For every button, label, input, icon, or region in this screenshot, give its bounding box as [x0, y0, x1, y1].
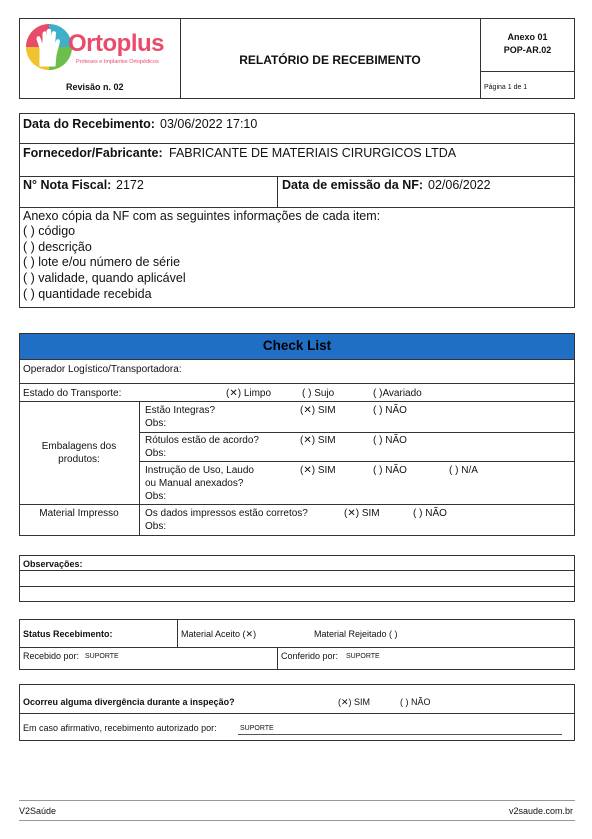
instructions-yes-option[interactable]: (✕) SIM	[300, 465, 336, 476]
material-rejected-option[interactable]: Material Rejeitado ( )	[314, 629, 398, 639]
observations-field-1[interactable]	[20, 571, 574, 585]
invoice-number-label: N° Nota Fiscal:	[23, 178, 112, 192]
printed-material-label: Material Impresso	[39, 508, 119, 519]
divergence-question: Ocorreu alguma divergência durante a inspeção?	[23, 697, 235, 707]
printed-data-yes-option[interactable]: (✕) SIM	[344, 508, 380, 519]
cl-divider-v	[139, 401, 140, 536]
emission-date-label: Data de emissão da NF:	[282, 178, 424, 192]
printed-data-obs: Obs:	[145, 521, 167, 532]
revision-label: Revisão n. 02	[66, 82, 124, 92]
invoice-number-value: 2172	[116, 178, 144, 192]
packaging-label-line1: Embalagens dos	[41, 441, 117, 452]
instructions-no-option[interactable]: ( ) NÃO	[373, 465, 407, 476]
supplier-label: Fornecedor/Fabricante:	[23, 146, 163, 160]
instructions-question-line2: ou Manual anexados?	[145, 478, 244, 489]
header-divider-right	[480, 18, 481, 99]
printed-data-no-option[interactable]: ( ) NÃO	[413, 508, 447, 519]
status-divider-v1	[177, 619, 178, 647]
packaging-label-line2: produtos:	[58, 454, 100, 465]
document-title: RELATÓRIO DE RECEBIMENTO	[239, 53, 421, 67]
info-divider-1	[19, 143, 575, 144]
checklist-title: Check List	[262, 338, 332, 353]
divergence-divider	[19, 713, 575, 714]
checked-by-value: SUPORTE	[346, 653, 380, 660]
document-code: POP-AR.02	[503, 45, 552, 55]
received-by-value: SUPORTE	[85, 653, 119, 660]
authorized-by-value: SUPORTE	[240, 725, 274, 732]
operator-label: Operador Logístico/Transportadora:	[23, 364, 182, 375]
integrity-no-option[interactable]: ( ) NÃO	[373, 405, 407, 416]
annex-item-validity: ( ) validade, quando aplicável	[23, 271, 186, 285]
annex-item-description: ( ) descrição	[23, 240, 92, 254]
instructions-na-option[interactable]: ( ) N/A	[449, 465, 478, 476]
header-divider-h	[480, 71, 575, 72]
footer-rule-bottom	[19, 820, 575, 821]
info-divider-2	[19, 176, 575, 177]
info-divider-v	[277, 176, 278, 207]
material-accepted-option[interactable]: Material Aceito (✕)	[181, 629, 257, 639]
printed-data-question: Os dados impressos estão corretos?	[145, 508, 308, 519]
status-label: Status Recebimento:	[23, 629, 113, 639]
labels-yes-option[interactable]: (✕) SIM	[300, 435, 336, 446]
labels-obs: Obs:	[145, 448, 167, 459]
authorized-by-label: Em caso afirmativo, recebimento autorizado por:	[23, 723, 217, 733]
status-divider-h	[19, 647, 575, 648]
transport-clean-option[interactable]: (✕) Limpo	[226, 388, 272, 399]
logo	[24, 22, 176, 74]
status-divider-v2	[277, 647, 278, 670]
divergence-no-option[interactable]: ( ) NÃO	[400, 697, 431, 707]
info-divider-3	[19, 207, 575, 208]
footer-brand: V2Saúde	[19, 806, 57, 816]
annex-item-lot: ( ) lote e/ou número de série	[23, 255, 181, 269]
observations-label: Observações:	[23, 559, 83, 569]
instructions-question-line1: Instrução de Uso, Laudo	[145, 465, 254, 476]
logo-tagline: Próteses e Implantes Ortopédicos	[76, 59, 159, 65]
logo-hand-icon	[24, 22, 74, 72]
cl-divider-1	[19, 383, 575, 384]
annex-label: Anexo 01	[507, 32, 548, 42]
footer-rule	[19, 800, 575, 801]
received-by-label: Recebido por:	[23, 651, 80, 661]
authorized-signature-line	[238, 734, 562, 735]
receipt-date-value: 03/06/2022 17:10	[160, 117, 258, 131]
integrity-yes-option[interactable]: (✕) SIM	[300, 405, 336, 416]
footer-website-link[interactable]: v2saude.com.br	[508, 806, 573, 816]
logo-text: Ortoplus	[68, 30, 164, 57]
integrity-question: Estão Integras?	[145, 405, 216, 416]
integrity-obs: Obs:	[145, 418, 167, 429]
cl-divider-3	[139, 432, 575, 433]
annex-intro: Anexo cópia da NF com as seguintes informações de cada item:	[23, 209, 381, 223]
cl-divider-2	[19, 401, 575, 402]
page-number: Página 1 de 1	[484, 84, 528, 91]
labels-question: Rótulos estão de acordo?	[145, 435, 259, 446]
observations-field-2[interactable]	[20, 587, 574, 601]
transport-damaged-option[interactable]: ( )Avariado	[373, 388, 422, 399]
cl-divider-4	[139, 461, 575, 462]
status-table	[19, 619, 575, 670]
transport-dirty-option[interactable]: ( ) Sujo	[302, 388, 335, 399]
divergence-yes-option[interactable]: (✕) SIM	[338, 697, 371, 707]
emission-date-value: 02/06/2022	[428, 178, 491, 192]
cl-divider-5	[19, 504, 575, 505]
instructions-obs: Obs:	[145, 491, 167, 502]
supplier-value: FABRICANTE DE MATERIAIS CIRURGICOS LTDA	[169, 146, 457, 160]
annex-item-quantity: ( ) quantidade recebida	[23, 287, 152, 301]
receipt-date-label: Data do Recebimento:	[23, 117, 155, 131]
labels-no-option[interactable]: ( ) NÃO	[373, 435, 407, 446]
transport-label: Estado do Transporte:	[23, 388, 122, 399]
checked-by-label: Conferido por:	[281, 651, 339, 661]
annex-item-code: ( ) código	[23, 224, 76, 238]
